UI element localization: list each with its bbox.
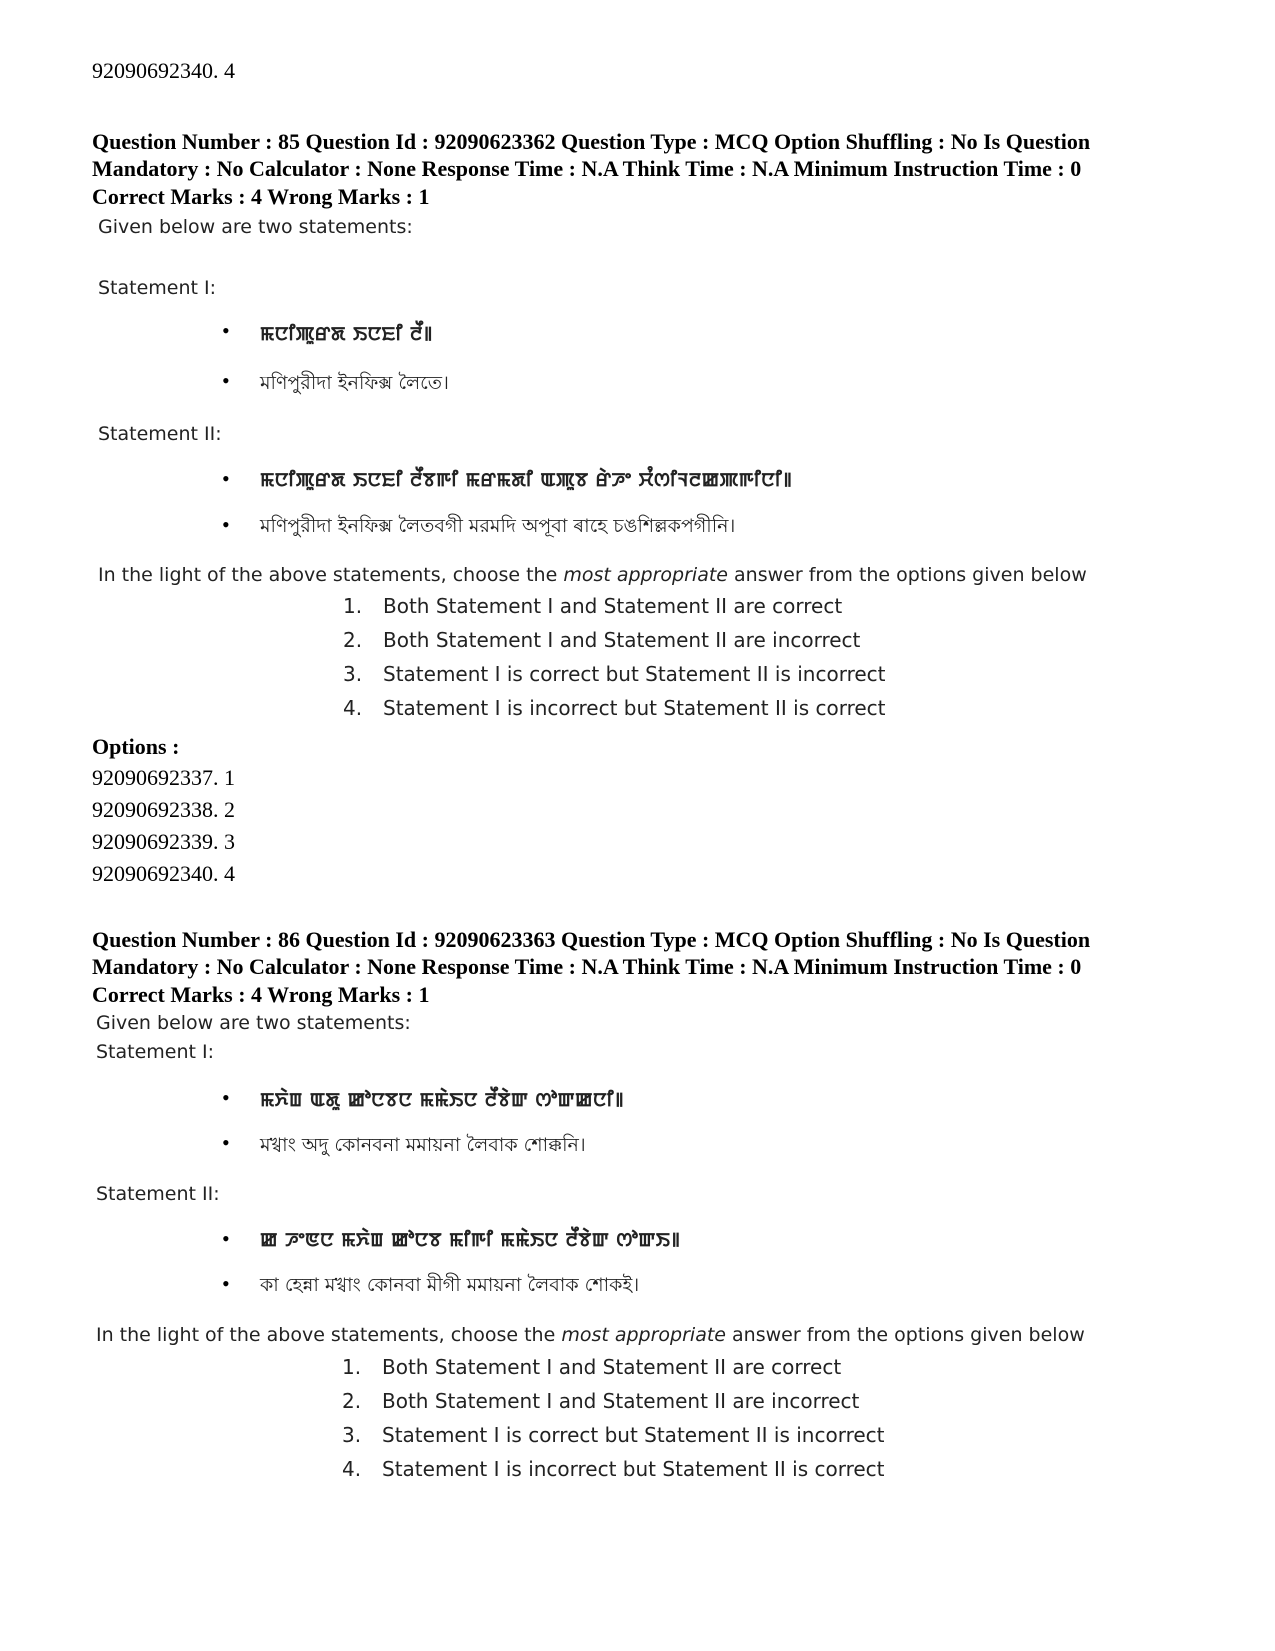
question-meta-line: Question Number : 85 Question Id : 92090623362 Question Type : MCQ Option Shuffling : No Is Question <box>92 129 1091 154</box>
question-meta-line: Mandatory : No Calculator : None Response Time : N.A Think Time : N.A Minimum Instruction Time : 0 <box>92 954 1082 979</box>
choice-item: 2. Both Statement I and Statement II are incorrect <box>343 628 861 652</box>
question-meta-line: Mandatory : No Calculator : None Response Time : N.A Think Time : N.A Minimum Instruction Time : 0 <box>92 156 1082 181</box>
question-meta-line: Question Number : 86 Question Id : 92090623363 Question Type : MCQ Option Shuffling : No Is Question <box>92 927 1091 952</box>
choice-list <box>342 1355 885 1491</box>
statement-2-label: Statement II: <box>98 423 222 445</box>
instruction-text: In the light of the above statements, choose the most appropriate answer from the options given below <box>98 564 1087 586</box>
choice-item: 1. Both Statement I and Statement II are correct <box>343 594 843 618</box>
choice-item: 1. Both Statement I and Statement II are correct <box>342 1355 842 1379</box>
option-item: 92090692338. 2 <box>92 797 235 822</box>
choice-list <box>343 594 886 730</box>
statement-2-bengali-text: কা হেন্না মখ্বাং কোনবা মীগী মমায়না লৈবাক শোকই। <box>260 1274 640 1296</box>
choice-item: 4. Statement I is incorrect but Statement II is correct <box>343 696 886 720</box>
option-item: 92090692337. 1 <box>92 765 235 790</box>
bullet-icon: • <box>222 1226 230 1251</box>
statement-1-meitei-text: ꯃꯅꯤꯄꯨꯔꯗ ꯏꯅꯐꯤ ꯂꯩ꯫ <box>260 323 433 345</box>
statement-1-bengali-text: মখ্বাং অদু কোনবনা মমায়না লৈবাক শোক্কনি। <box>260 1134 586 1156</box>
option-item: 92090692339. 3 <box>92 829 235 854</box>
statement-1-label: Statement I: <box>96 1041 215 1063</box>
statement-2-meitei-text: ꯃꯅꯤꯄꯨꯔꯗ ꯏꯅꯐꯤ ꯂꯩꯕꯒꯤ ꯃꯔꯃꯗꯤ ꯑꯄꯨꯕ ꯔꯥꯍꯦ ꯆꯪꯁꯤꯜꯂꯀꯄꯒꯤꯅꯤ꯫ <box>260 469 793 491</box>
option-item: 92090692340. 4 <box>92 861 235 886</box>
bullet-icon: • <box>222 368 230 393</box>
statement-1-label: Statement I: <box>98 277 217 299</box>
choice-item: 4. Statement I is incorrect but Statement II is correct <box>342 1457 885 1481</box>
bullet-icon: • <box>222 318 230 343</box>
bullet-icon: • <box>222 1085 230 1110</box>
question-85-meta <box>92 128 1212 182</box>
statement-2-meitei-text: ꯀ ꯍꯦꯟꯅ ꯃꯈꯥꯡ ꯀꯣꯅꯕ ꯃꯤꯒꯤ ꯃꯃꯥꯏꯅ ꯂꯩꯕꯥꯛ ꯁꯣꯛꯏ꯫ <box>260 1229 681 1251</box>
question-86-meta <box>92 926 1212 980</box>
choice-item: 3. Statement I is correct but Statement II is incorrect <box>343 662 886 686</box>
bullet-icon: • <box>222 466 230 491</box>
options-list <box>92 762 235 890</box>
choice-item: 2. Both Statement I and Statement II are incorrect <box>342 1389 860 1413</box>
bullet-icon: • <box>222 512 230 537</box>
statements-intro: Given below are two statements: <box>98 216 413 238</box>
bullet-icon: • <box>222 1271 230 1296</box>
options-label: Options : <box>92 734 180 759</box>
choice-item: 3. Statement I is correct but Statement II is incorrect <box>342 1423 885 1447</box>
bullet-icon: • <box>222 1130 230 1155</box>
statement-1-bengali-text: মণিপুরীদা ইনফিক্স লৈতে। <box>260 372 449 394</box>
question-marks: Correct Marks : 4 Wrong Marks : 1 <box>92 982 430 1007</box>
previous-answer-line: 92090692340. 4 <box>92 58 235 83</box>
statement-2-bengali-text: মণিপুরীদা ইনফিক্স লৈতবগী মরমদি অপূবা ৰাহে চঙশিল্লকপগীনি। <box>260 515 736 537</box>
statements-intro: Given below are two statements: <box>96 1012 411 1034</box>
instruction-text: In the light of the above statements, choose the most appropriate answer from the options given below <box>96 1324 1085 1346</box>
question-marks: Correct Marks : 4 Wrong Marks : 1 <box>92 184 430 209</box>
statement-2-label: Statement II: <box>96 1183 220 1205</box>
statement-1-meitei-text: ꯃꯈꯥꯡ ꯑꯗꯨ ꯀꯣꯅꯕꯅ ꯃꯃꯥꯏꯅ ꯂꯩꯕꯥꯛ ꯁꯣꯛꯀꯅꯤ꯫ <box>260 1089 625 1111</box>
